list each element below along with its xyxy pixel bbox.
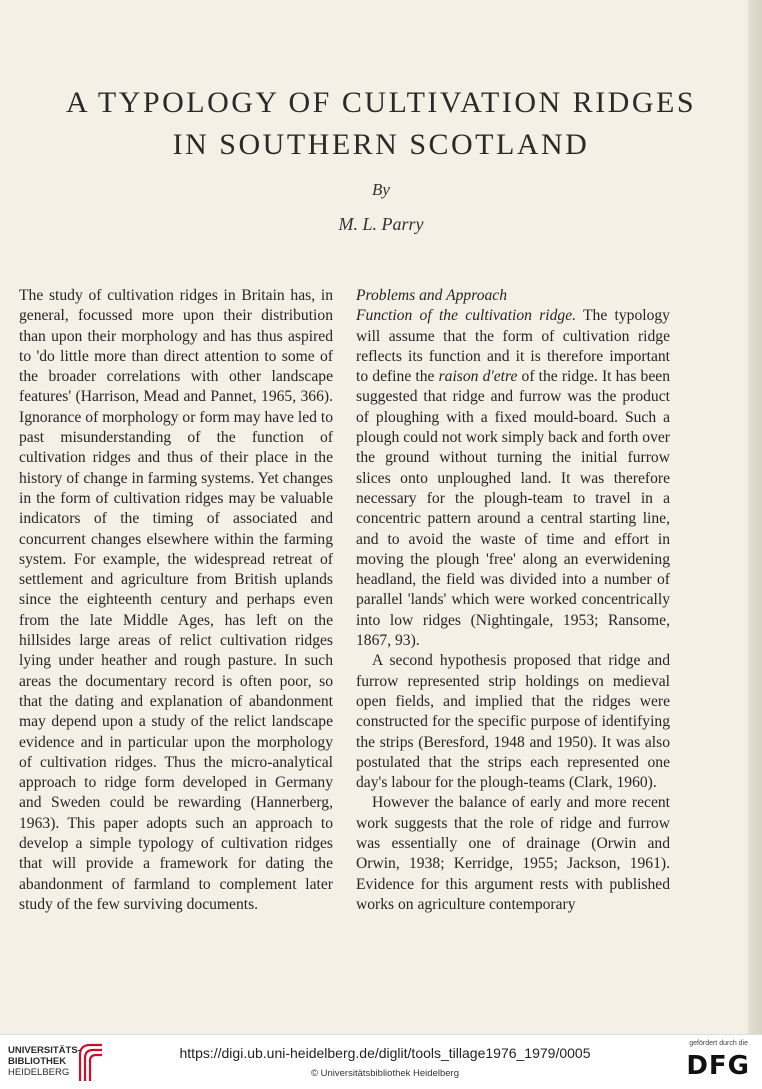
copyright-notice: © Universitätsbibliothek Heidelberg: [311, 1068, 459, 1079]
title-line-1: A TYPOLOGY OF CULTIVATION RIDGES: [65, 86, 697, 119]
right-paragraph-1-italic: raison d'etre: [438, 368, 518, 386]
right-paragraph-1-text-b: of the ridge. It has been suggested that ridge and furrow was the product of ploughing with a fixed mould-board. Such a plough could not work simply back and forth over the ground without turning the initial furrow slices onto unploughed land. It was therefore necessary for the plough-team to travel in a concentric pattern around a central starting line, and to avoid the waste of time and effort in moving the plough 'free' along an everwidening headland, the field was divided into a number of parallel 'lands' which were worked concentrically into low ridges (Nightingale, 1953; Ransome, 1867, 93).: [356, 368, 670, 650]
right-paragraph-1: [356, 306, 670, 651]
byline: By: [372, 180, 390, 199]
permalink[interactable]: https://digi.ub.uni-heidelberg.de/diglit/tools_tillage1976_1979/0005: [179, 1045, 591, 1061]
footer-bar: [0, 1034, 762, 1089]
author-name: M. L. Parry: [338, 214, 424, 234]
left-paragraph-1: The study of cultivation ridges in Britain has, in general, focussed more upon their distribution than upon their morphology and has thus aspired to 'do little more than direct attention to some of the broader correlations with other landscape features' (Harrison, Mead and Pannet, 1965, 366). Ignorance of morphology or form may have led to past misunderstanding of the function of cultivation ridges and thus of their place in the history of change in farming systems. Yet changes in the form of cultivation ridges may be valuable indicators of the timing of associated and concurrent changes elsewhere within the farming system. For example, the widespread retreat of settlement and agriculture from British uplands since the eighteenth century and perhaps even from the late Middle Ages, has left on the hillsides large areas of relict cultivation ridges lying under heather and rough pasture. In such areas the documentary record is often poor, so that the dating and explanation of abandonment may depend upon a study of the relict landscape evidence and in particular upon the morphology of cultivation ridges. Thus the micro-analytical approach to ridge form developed in Germany and Sweden could be rewarding (Hannerberg, 1963). This paper adopts such an approach to develop a simple typology of cultivation ridges that will provide a framework for dating the abandonment of farmland to complement later study of the few surviving documents.: [19, 287, 333, 913]
library-logo-icon: [76, 1041, 106, 1083]
section-heading: Problems and Approach: [356, 287, 508, 304]
right-paragraph-2: A second hypothesis proposed that ridge and furrow represented strip holdings on medieval open fields, and implied that the ridges were constructed for the specific purpose of identifying the strips (Beresford, 1948 and 1950). It was also postulated that the strips each represented one day's labour for the plough-teams (Clark, 1960).: [356, 652, 670, 792]
article-title: [0, 82, 762, 166]
right-column: [356, 286, 670, 915]
library-name: [8, 1045, 81, 1078]
library-line-3: HEIDELBERG: [8, 1067, 70, 1078]
library-line-1: UNIVERSITÄTS-: [8, 1045, 81, 1056]
left-column: [19, 286, 333, 915]
dfg-logo: DFG: [686, 1051, 750, 1081]
title-line-2: IN SOUTHERN SCOTLAND: [172, 128, 590, 161]
right-paragraph-3: However the balance of early and more recent work suggests that the role of ridge and furrow was essentially one of drainage (Orwin and Orwin, 1938; Kerridge, 1955; Jackson, 1961). Evidence for this argument rests with published works on agriculture contemporary: [356, 794, 670, 913]
right-paragraph-1-text-a: The typology will assume that the form of cultivation ridge reflects its function and it is therefore important to define the: [356, 307, 670, 386]
subheading: Function of the cultivation ridge.: [356, 307, 577, 325]
funder-label: gefördert durch die: [689, 1040, 748, 1047]
library-line-2: BIBLIOTHEK: [8, 1056, 67, 1067]
